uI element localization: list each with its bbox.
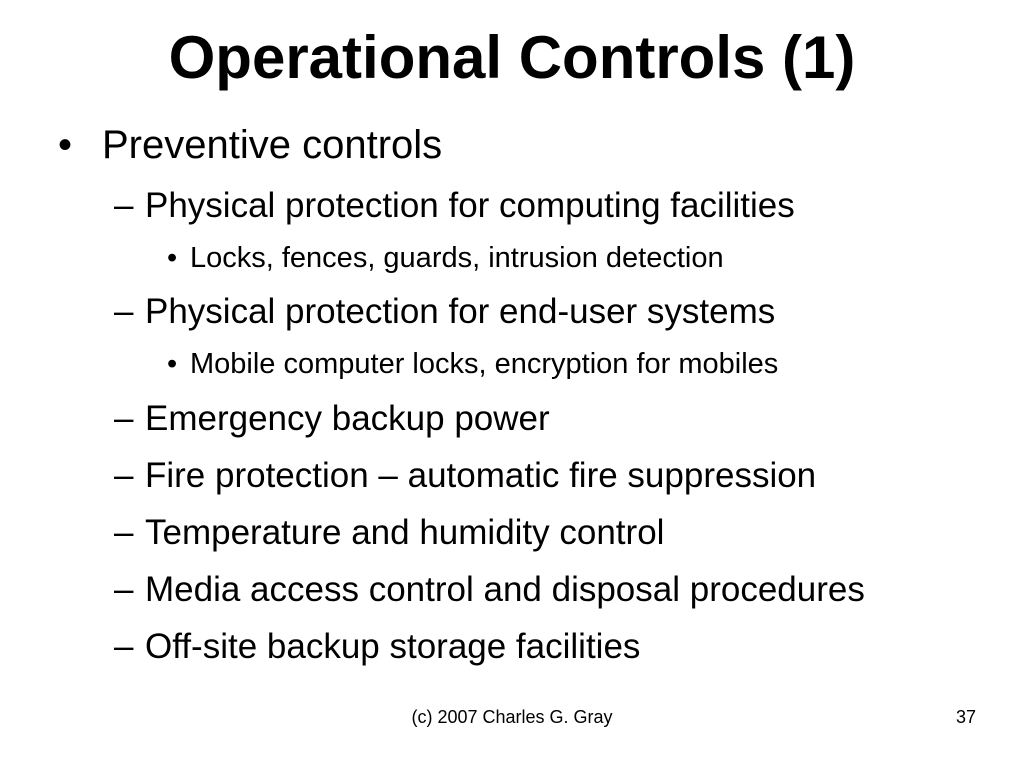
dash-marker: – bbox=[114, 186, 134, 225]
sub-bullet-text: Fire protection – automatic fire suppression bbox=[145, 456, 817, 495]
dash-marker: – bbox=[114, 627, 134, 666]
bullet-marker: • bbox=[58, 123, 73, 167]
sub-bullet-text: Off-site backup storage facilities bbox=[145, 627, 641, 666]
dash-marker: – bbox=[114, 399, 134, 438]
dash-marker: – bbox=[114, 456, 134, 495]
dash-marker: – bbox=[114, 513, 134, 552]
dash-marker: – bbox=[114, 292, 134, 331]
sub-bullet-text: Physical protection for computing facilities bbox=[145, 186, 795, 225]
sub-bullet-text: Media access control and disposal procedures bbox=[145, 570, 865, 609]
footer-copyright: (c) 2007 Charles G. Gray bbox=[411, 707, 613, 727]
bullet-marker: • bbox=[167, 242, 178, 274]
sub-bullet-text: Emergency backup power bbox=[145, 399, 550, 438]
sub-bullet-text: Physical protection for end-user systems bbox=[145, 292, 776, 331]
slide-title: Operational Controls (1) bbox=[168, 24, 856, 91]
page-number: 37 bbox=[955, 707, 976, 727]
sub-sub-bullet-text: Locks, fences, guards, intrusion detection bbox=[190, 242, 724, 274]
sub-sub-bullet-text: Mobile computer locks, encryption for mobiles bbox=[190, 348, 779, 380]
sub-bullet-text: Temperature and humidity control bbox=[145, 513, 665, 552]
bullet-marker: • bbox=[167, 348, 178, 380]
dash-marker: – bbox=[114, 570, 134, 609]
bullet-text: Preventive controls bbox=[102, 123, 443, 167]
